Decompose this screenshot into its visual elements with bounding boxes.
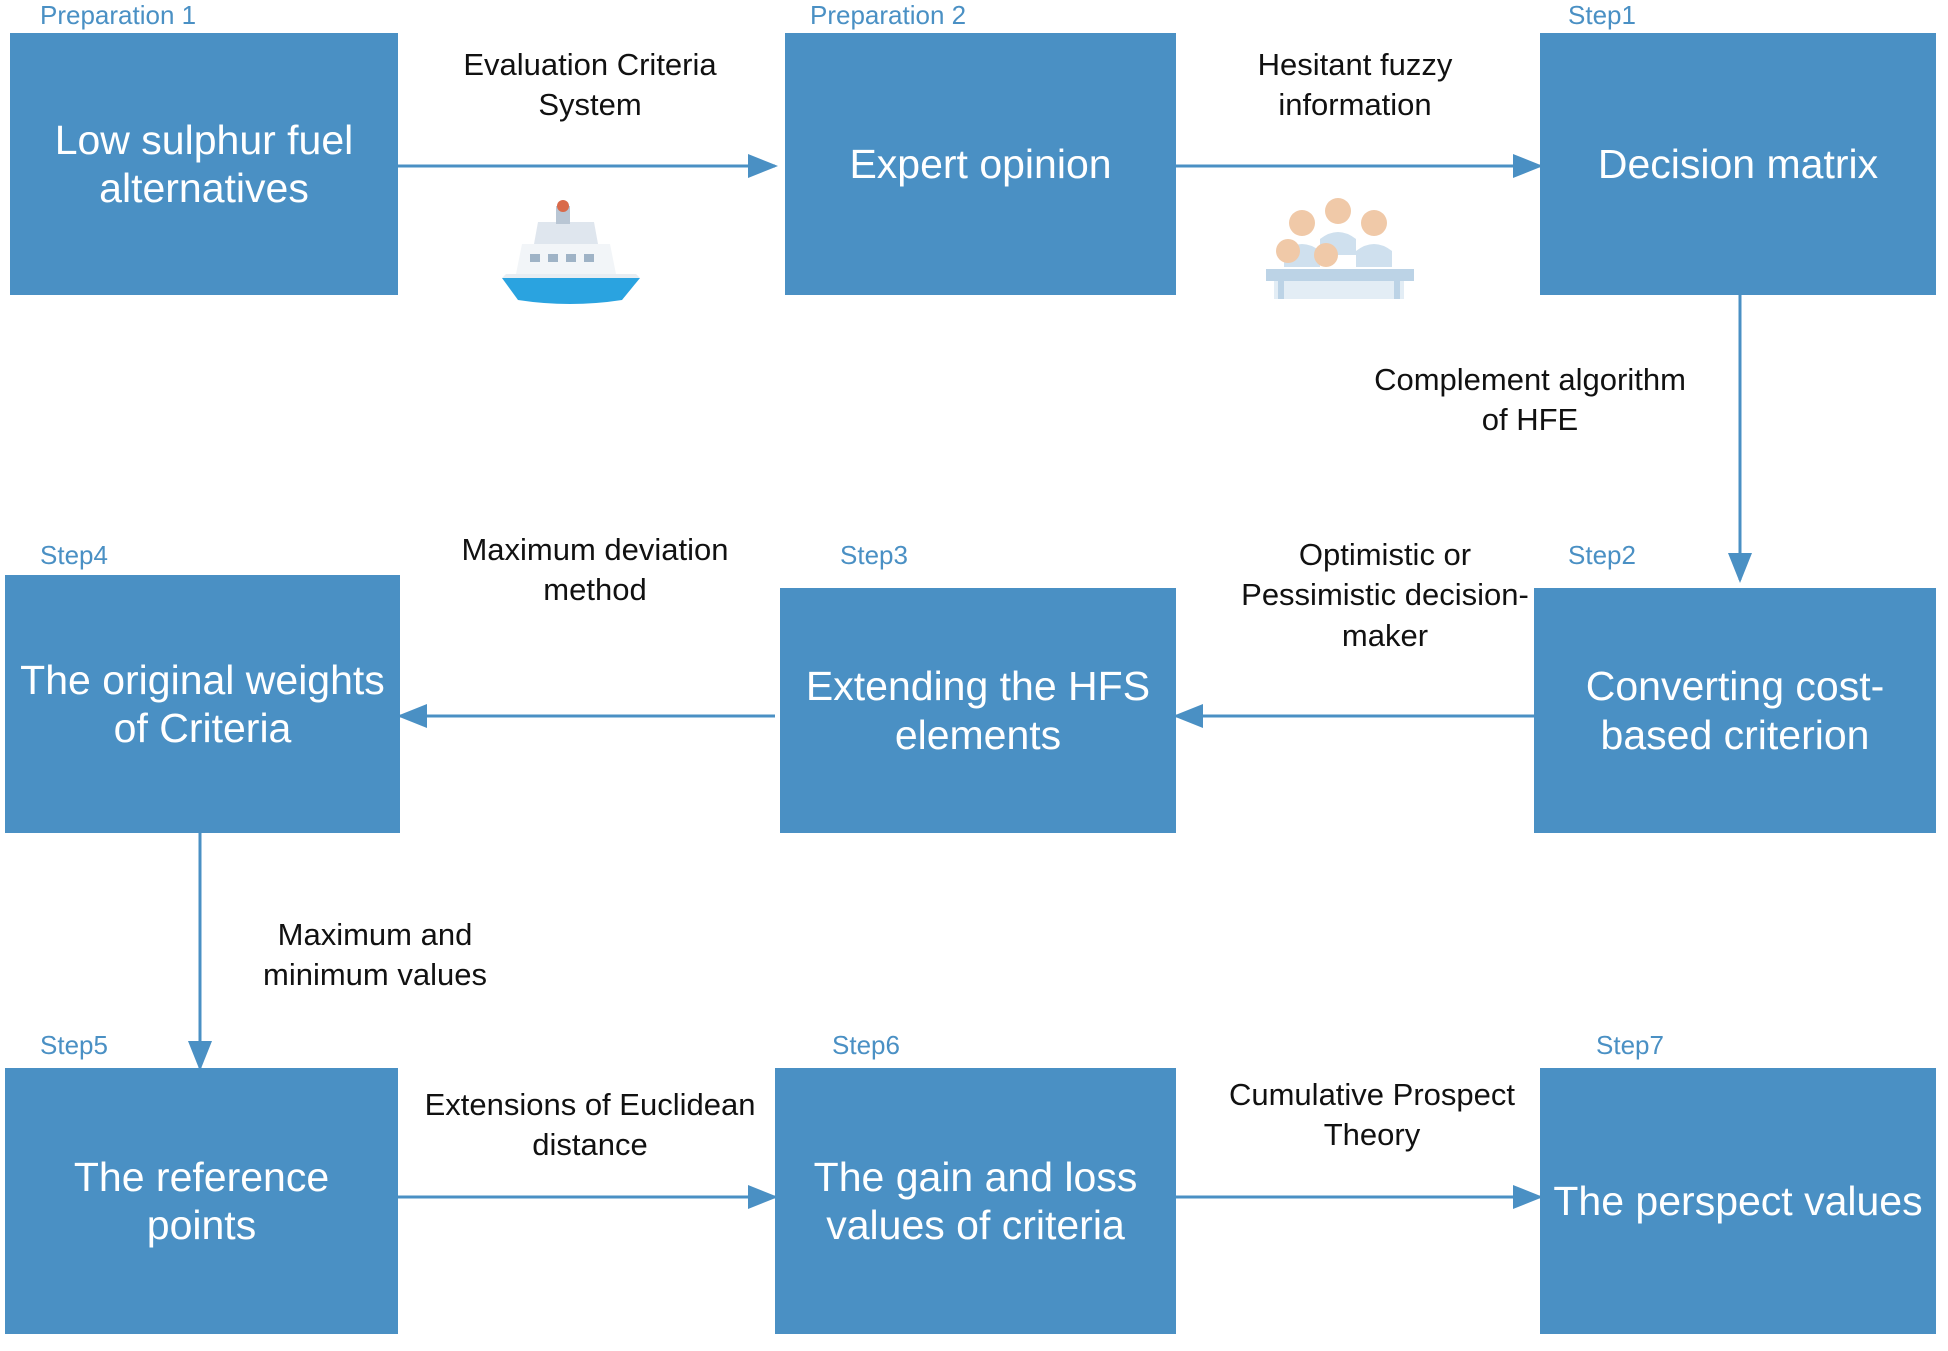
edge-label-hesitant-fuzzy-information: Hesitant fuzzy information [1257, 47, 1453, 123]
step-label-step5: Step5 [40, 1030, 108, 1060]
step-label-prep1: Preparation 1 [40, 0, 197, 30]
step-label-step3: Step3 [840, 540, 908, 570]
node-prep1-label: Low sulphur fuel alternatives [54, 116, 354, 211]
step-label-step4: Step4 [40, 540, 108, 570]
node-step7[interactable] [1540, 1068, 1936, 1334]
node-prep1[interactable] [10, 33, 398, 295]
node-step4-label: The original weights of Criteria [20, 656, 385, 751]
node-step6-label: The gain and loss values of criteria [813, 1153, 1138, 1248]
node-step5[interactable] [5, 1068, 398, 1334]
node-step3-label: Extending the HFS elements [805, 663, 1151, 758]
ship-illustration [490, 200, 650, 310]
edge-label-cumulative-prospect-theory: Cumulative Prospect Theory [1228, 1077, 1515, 1153]
step-label-step2: Step2 [1568, 540, 1636, 570]
step-label-step1: Step1 [1568, 0, 1636, 30]
expert-panel-illustration [1260, 195, 1420, 305]
edge-label-extensions-of-euclidean-distance: Extensions of Euclidean distance [424, 1087, 756, 1163]
step-label-step6: Step6 [832, 1030, 900, 1060]
node-step3[interactable] [780, 588, 1176, 833]
node-step2[interactable] [1534, 588, 1936, 833]
step-label-step7: Step7 [1596, 1030, 1664, 1060]
node-step5-label: The reference points [73, 1153, 330, 1248]
node-step1-label: Decision matrix [1597, 140, 1879, 187]
node-step4[interactable] [5, 575, 400, 833]
node-prep2-label: Expert opinion [849, 140, 1112, 187]
step-label-prep2: Preparation 2 [810, 0, 967, 30]
edge-label-evaluation-criteria-system: Evaluation Criteria System [463, 47, 717, 123]
node-step2-label: Converting cost-based criterion [1585, 663, 1885, 758]
edge-label-maximum-deviation-method: Maximum deviation method [461, 532, 729, 608]
node-step1[interactable] [1540, 33, 1936, 295]
edge-label-complement-algorithm-of-hfe: Complement algorithm of HFE [1374, 362, 1686, 438]
edge-label-maximum-and-minimum-values: Maximum and minimum values [263, 917, 487, 993]
node-prep2[interactable] [785, 33, 1176, 295]
node-step6[interactable] [775, 1068, 1176, 1334]
node-step7-label: The perspect values [1553, 1177, 1923, 1224]
edge-label-optimistic-or-pessimistic-decision-maker: Optimistic or Pessimistic decision-maker [1241, 537, 1529, 653]
